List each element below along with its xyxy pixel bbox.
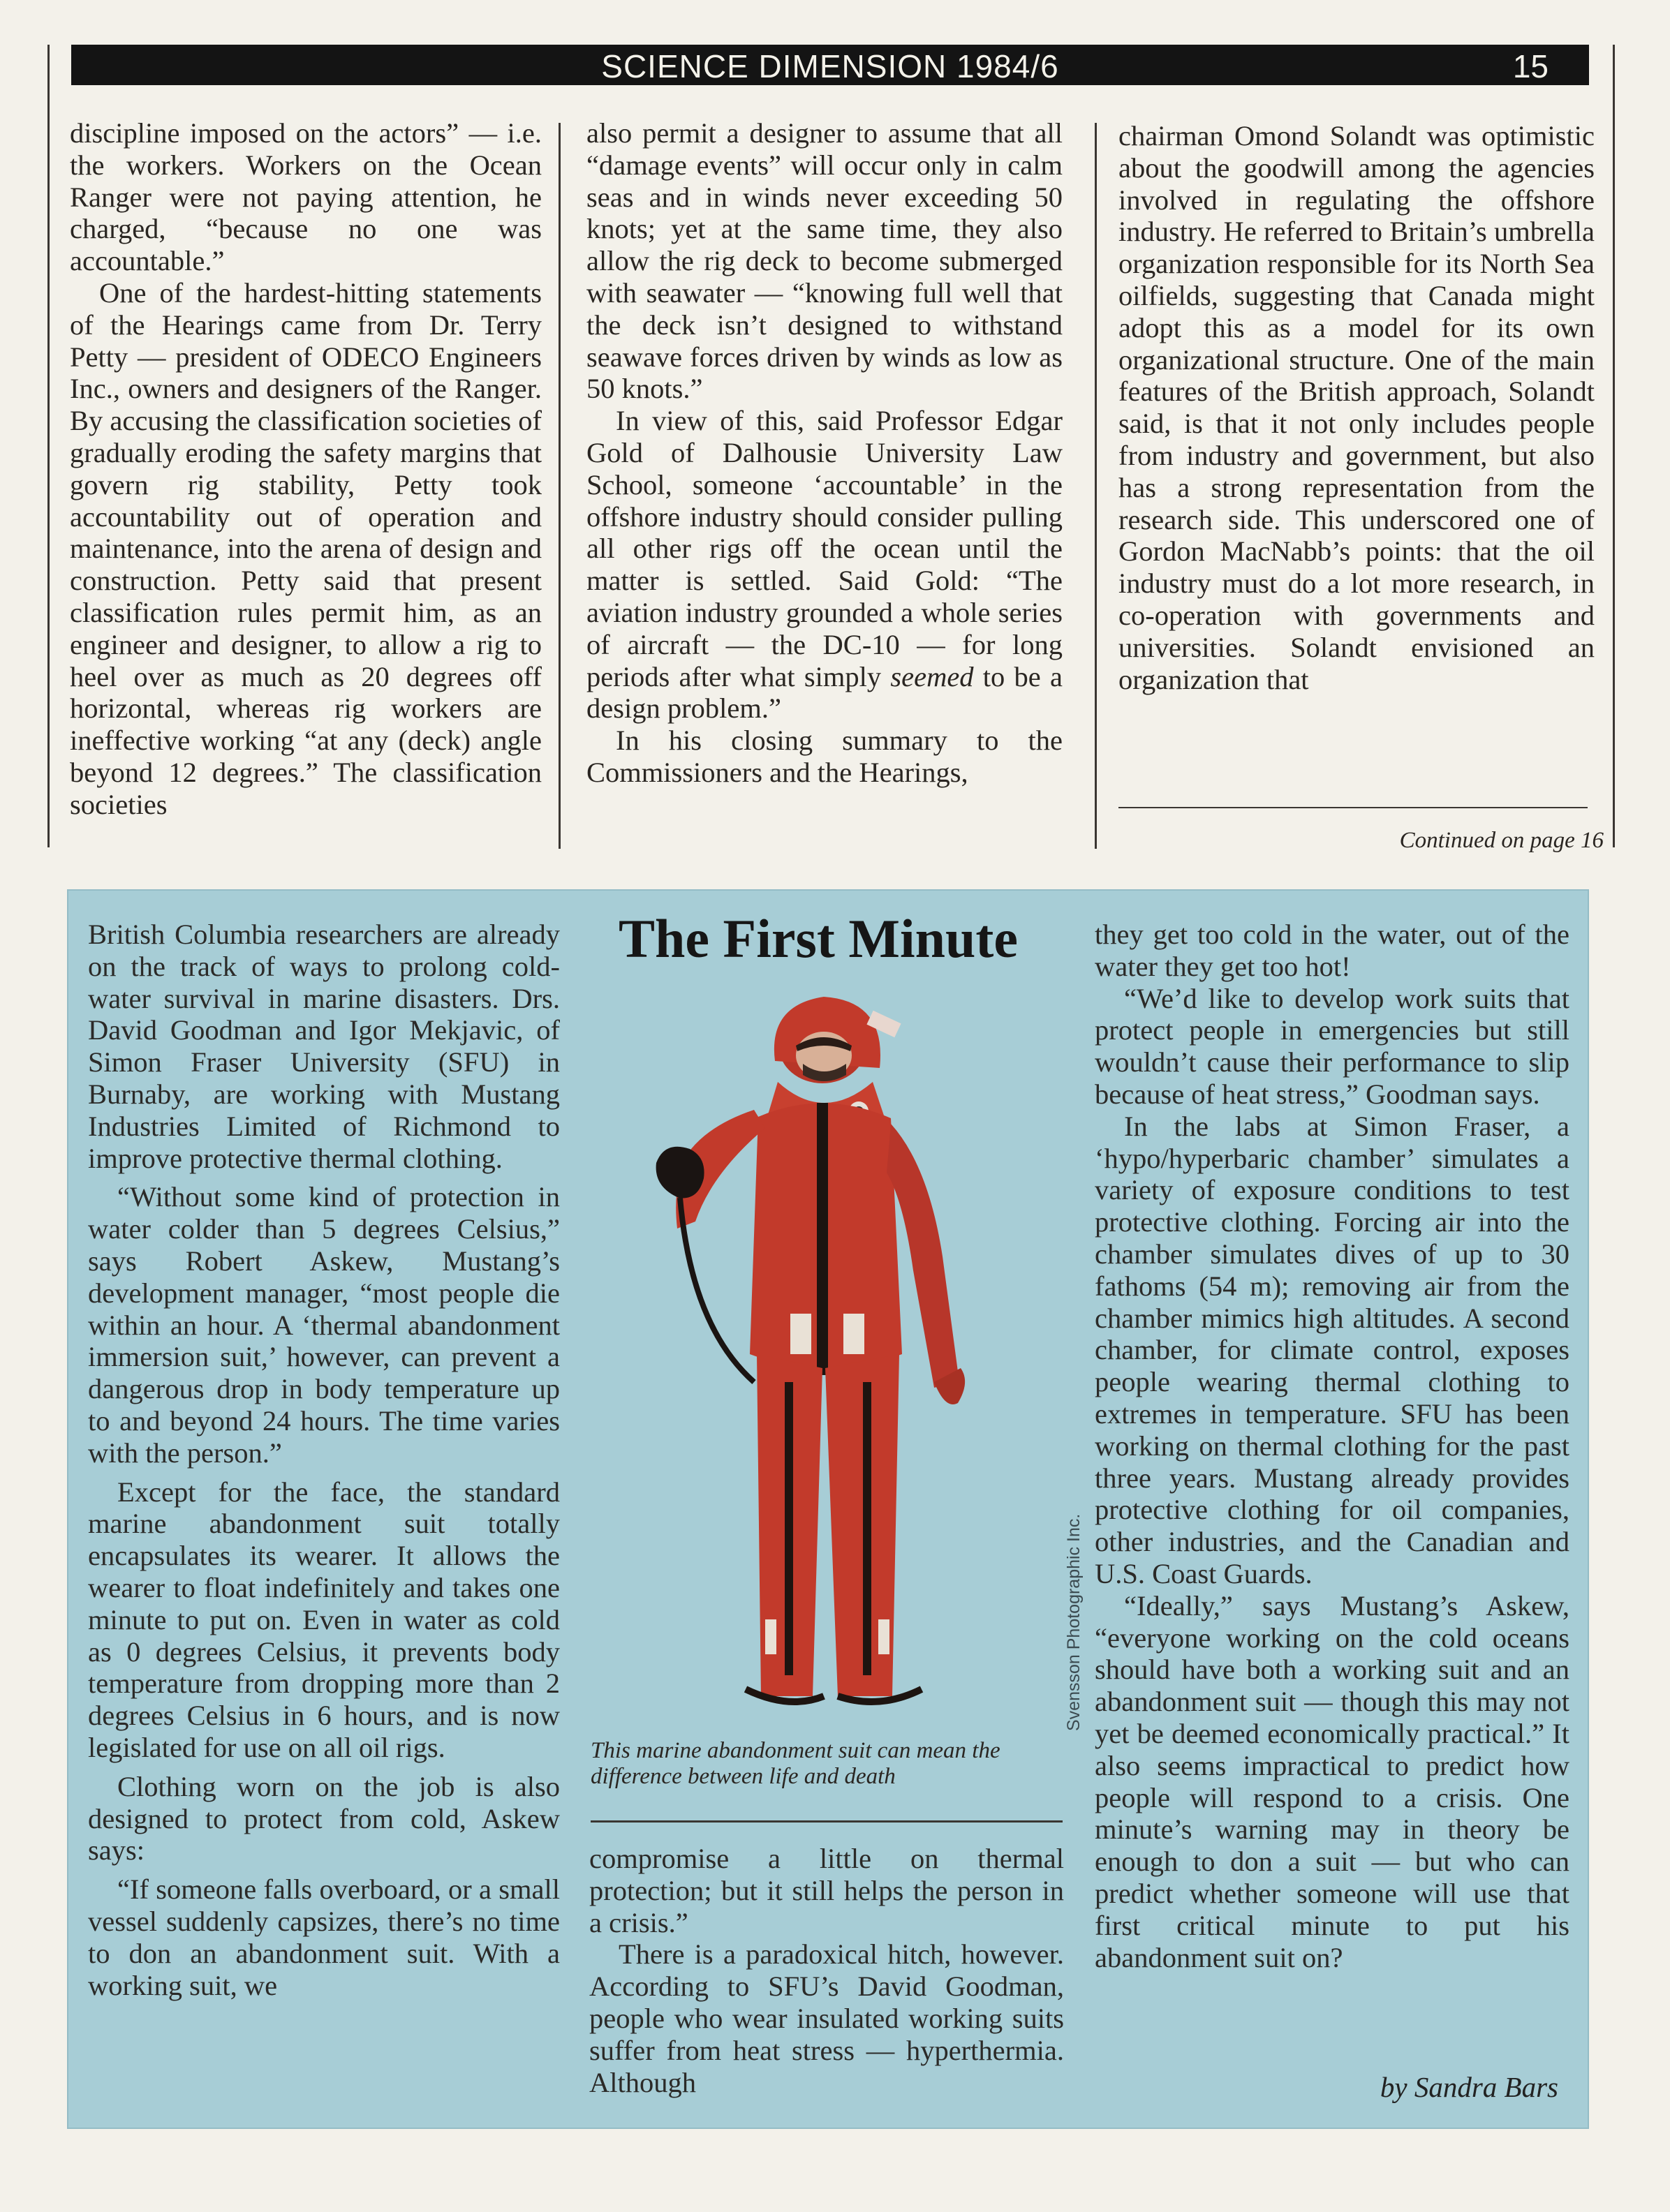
right-margin-rule: [1613, 45, 1615, 847]
article-paragraph: also permit a designer to assume that all “damage events” will occur only in calm seas and in winds never exceeding 50 knots; yet at the same time, they also allow the rig deck to become submerged with seawater — “knowing full well that the deck isn’t designed to withstand seawave forces driven by winds as low as 50 knots.”: [586, 117, 1063, 405]
byline: by Sandra Bars: [1380, 2071, 1558, 2103]
sidebar-paragraph: Except for the face, the standard marine abandonment suit totally encapsulates its wearer. It allows the wearer to float indefinitely and takes one minute to put on. Even in water as cold as 0 degrees Celsius, it prevents body temperature from dropping more than 2 degrees Celsius in 6 hours, and is now legislated for use on all oil rigs.: [88, 1476, 560, 1763]
caption-rule: [591, 1820, 1063, 1823]
article-paragraph: discipline imposed on the actors” — i.e. the workers. Workers on the Ocean Ranger were not paying attention, he charged, “because no one was accountable.”: [70, 117, 542, 277]
sidebar-title: The First Minute: [619, 908, 1018, 969]
sidebar-paragraph: There is a paradoxical hitch, however. According to SFU’s David Goodman, people who wear insulated working suits suffer from heat stress — hyperthermia. Although: [589, 1938, 1064, 2098]
article-paragraph: In his closing summary to the Commissioners and the Hearings,: [586, 725, 1063, 788]
sidebar-column-2: [589, 1843, 1064, 2098]
photo-caption: This marine abandonment suit can mean the difference between life and death: [591, 1738, 1000, 1789]
sidebar-paragraph: “If someone falls overboard, or a small vessel suddenly capsizes, there’s no time to don an abandonment suit. With a working suit, we: [88, 1873, 560, 2001]
article-column-2: [586, 117, 1063, 789]
sidebar-paragraph: In the labs at Simon Fraser, a ‘hypo/hyperbaric chamber’ simulates a variety of exposure conditions to test protective clothing. Forcing air into the chamber simulates dives of up to 30 fathoms (54 m); removing air from the chamber mimics high altitudes. A second chamber, for climate control, exposes people wearing thermal clothing to extremes in temperature. SFU has been working on thermal clothing for the past three years. Mustang already provides protective clothing for oil companies, other industries, and the Canadian and U.S. Coast Guards.: [1095, 1110, 1569, 1589]
continued-rule: [1118, 807, 1588, 808]
column-rule-1: [559, 123, 561, 849]
sidebar-paragraph: they get too cold in the water, out of the water they get too hot!: [1095, 919, 1569, 982]
sidebar-paragraph: “Ideally,” says Mustang’s Askew, “everyone working on the cold oceans should have both a working suit and an abandonment suit — though this may not yet be deemed economically practical.” It also seems impractical to predict how people will respond to a crisis. One minute’s warning may in theory be enough to don a suit — but who can predict whether someone will use that first critical minute to put his abandonment suit on?: [1095, 1589, 1569, 1973]
article-column-3: [1118, 120, 1595, 695]
left-margin-rule: [47, 45, 50, 847]
sidebar-paragraph: British Columbia researchers are already on the track of ways to prolong cold-water survival in marine disasters. Drs. David Goodman and Igor Mekjavic, of Simon Fraser University (SFU) in Burnaby, are working with Mustang Industries Limited of Richmond to improve protective thermal clothing.: [88, 919, 560, 1174]
article-paragraph: In view of this, said Professor Edgar Gold of Dalhousie University Law School, someone ‘accountable’ in the offshore industry should consider pulling all other rigs off the ocean until the matter is settled. Said Gold: “The aviation industry grounded a whole series of aircraft — the DC-10 — for long periods after what simply seemed to be a design problem.”: [586, 405, 1063, 725]
article-paragraph: One of the hardest-hitting statements of the Hearings came from Dr. Terry Petty — president of ODECO Engineers Inc., owners and designers of the Ranger. By accusing the classification societies of gradually eroding the safety margins that govern rig stability, Petty took accountability out of operation and maintenance, into the arena of design and construction. Petty said that present classification rules permit him, as an engineer and designer, to allow a rig to heel over as much as 20 degrees off horizontal, whereas rig workers are ineffective working “at any (deck) angle beyond 12 degrees.” The classification societies: [70, 276, 542, 820]
page-number: 15: [1512, 48, 1549, 84]
sidebar-paragraph: “We’d like to develop work suits that protect people in emergencies but still wouldn’t cause their performance to slip because of heat stress,” Goodman says.: [1095, 982, 1569, 1110]
sidebar-column-3: [1095, 919, 1569, 1973]
article-column-1: [70, 117, 542, 821]
running-header: [71, 45, 1589, 85]
journal-title: SCIENCE DIMENSION 1984/6: [601, 48, 1059, 84]
sidebar-paragraph: Clothing worn on the job is also designed to protect from cold, Askew says:: [88, 1770, 560, 1866]
photo-credit: Svensson Photographic Inc.: [1064, 1513, 1084, 1731]
continued-note: Continued on page 16: [1399, 828, 1604, 853]
suit-photo: [628, 991, 1019, 1717]
sidebar-column-1: [88, 919, 560, 2001]
column-rule-2: [1095, 123, 1097, 849]
article-paragraph: chairman Omond Solandt was optimistic about the goodwill among the agencies involved in regulating the offshore industry. He referred to Britain’s umbrella organization responsible for its North Sea oilfields, suggesting that Canada might adopt this as a model for its own organizational structure. One of the main features of the British approach, Solandt said, is that it not only includes people from industry and government, but also has a strong representation from the research side. This underscored one of Gordon MacNabb’s points: that the oil industry must do a lot more research, in co-operation with governments and universities. Solandt envisioned an organization that: [1118, 120, 1595, 695]
sidebar-paragraph: compromise a little on thermal protection; but it still helps the person in a crisis.”: [589, 1843, 1064, 1938]
sidebar-paragraph: “Without some kind of protection in water colder than 5 degrees Celsius,” says Robert Askew, Mustang’s development manager, “most people die within an hour. A ‘thermal abandonment immersion suit,’ however, can prevent a dangerous drop in body temperature up to and beyond 24 hours. The time varies with the person.”: [88, 1181, 560, 1469]
